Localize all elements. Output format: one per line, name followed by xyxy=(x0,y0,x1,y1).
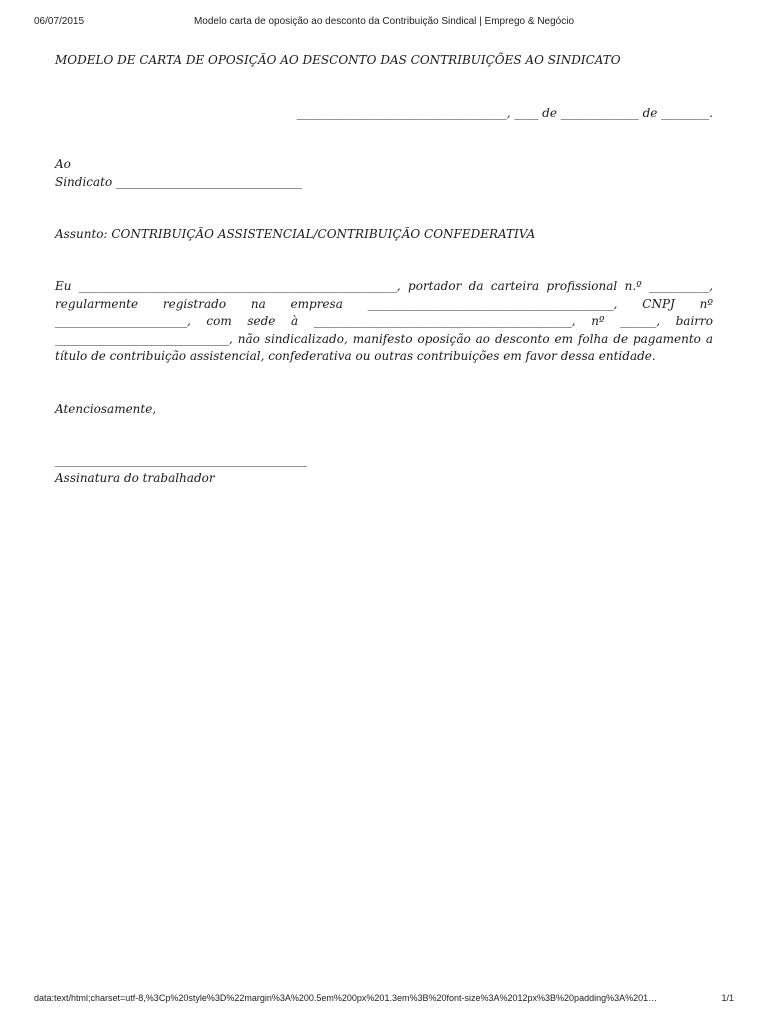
signature-block xyxy=(55,452,307,487)
letter-subject: Assunto: CONTRIBUIÇÃO ASSISTENCIAL/CONTRIBUIÇÃO CONFEDERATIVA xyxy=(55,227,536,241)
letter-heading: MODELO DE CARTA DE OPOSIÇÃO AO DESCONTO DAS CONTRIBUIÇÕES AO SINDICATO xyxy=(55,53,621,67)
letter-closing: Atenciosamente, xyxy=(55,402,157,416)
page-indicator: 1/1 xyxy=(721,993,734,1003)
print-header xyxy=(34,16,734,30)
print-date: 06/07/2015 xyxy=(34,16,85,27)
signature-label: Assinatura do trabalhador xyxy=(55,470,215,485)
signature-line: __________________________________________ xyxy=(55,453,307,467)
letter-body: Eu _____________________________________________________, portador da carteira profissional n.º __________, regularmente registrado na empresa _________________________________________, CNPJ nº ______________________, com sede à ___________________________________________, nº ______, bairro _____________________________, não sindicalizado, manifesto oposição ao desconto em folha de pagamento a título de contribuição assistencial, confederativa ou outras contribuições em favor dessa entidade. xyxy=(55,279,713,363)
print-page-title: Modelo carta de oposição ao desconto da Contribuição Sindical | Emprego & Negócio xyxy=(193,16,575,27)
addressee-line-ao: Ao xyxy=(55,157,71,171)
letter-addressee xyxy=(55,156,302,191)
addressee-line-sindicato: Sindicato _______________________________ xyxy=(55,174,303,189)
print-footer xyxy=(34,993,734,1007)
print-source-url: data:text/html;charset=utf-8,%3Cp%20style%3D%22margin%3A%200.5em%200px%201.3em%3B%20font-size%3A%2012px%3B%20padding%3A%201… xyxy=(34,993,658,1003)
letter-dateline: ___________________________________, ____ de _____________ de ________. xyxy=(296,106,713,120)
